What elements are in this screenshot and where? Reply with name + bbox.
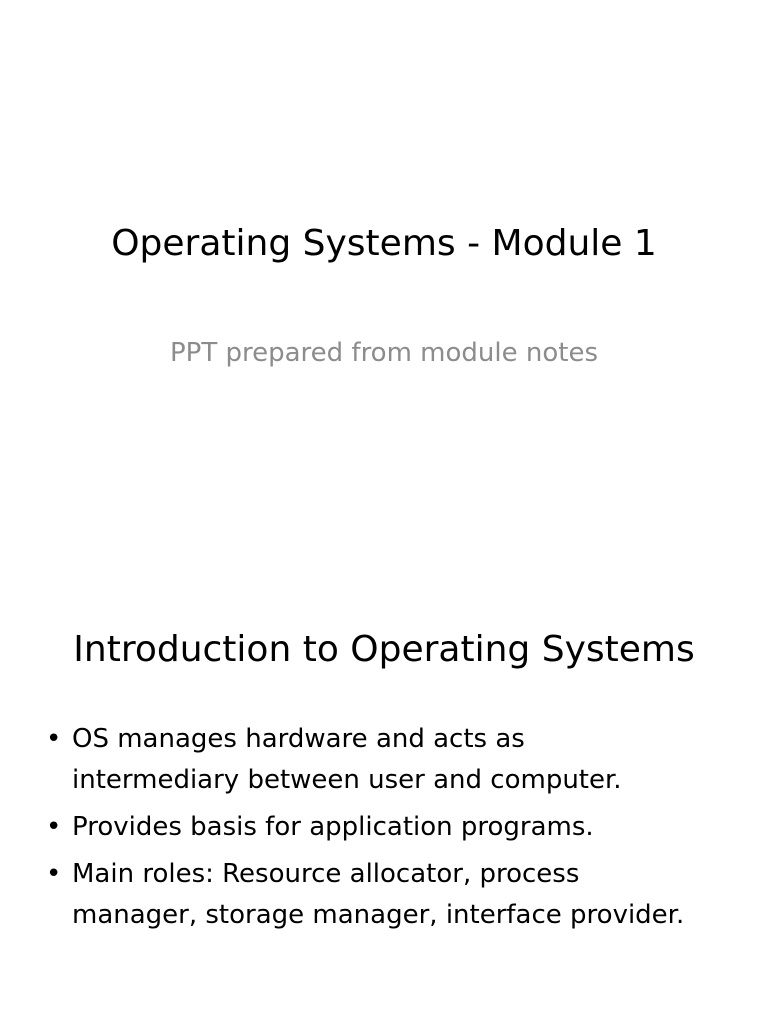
bullet-icon: •: [46, 859, 62, 889]
bullet-text: Provides basis for application programs.: [72, 812, 594, 842]
bullet-text: Main roles: Resource allocator, process manager, storage manager, interface provider.: [72, 859, 685, 930]
bullet-item: [46, 807, 746, 848]
slide-subtitle: PPT prepared from module notes: [169, 338, 599, 368]
bullet-icon: •: [46, 812, 62, 842]
bullet-text: OS manages hardware and acts as intermediary between user and computer.: [72, 724, 622, 795]
slide-title: Operating Systems - Module 1: [111, 223, 657, 264]
bullet-list: [46, 719, 746, 942]
bullet-item: [46, 719, 746, 801]
bullet-icon: •: [46, 724, 62, 754]
bullet-item: [46, 854, 746, 936]
slide-title: Introduction to Operating Systems: [73, 629, 695, 670]
slide-2: [0, 512, 768, 1024]
